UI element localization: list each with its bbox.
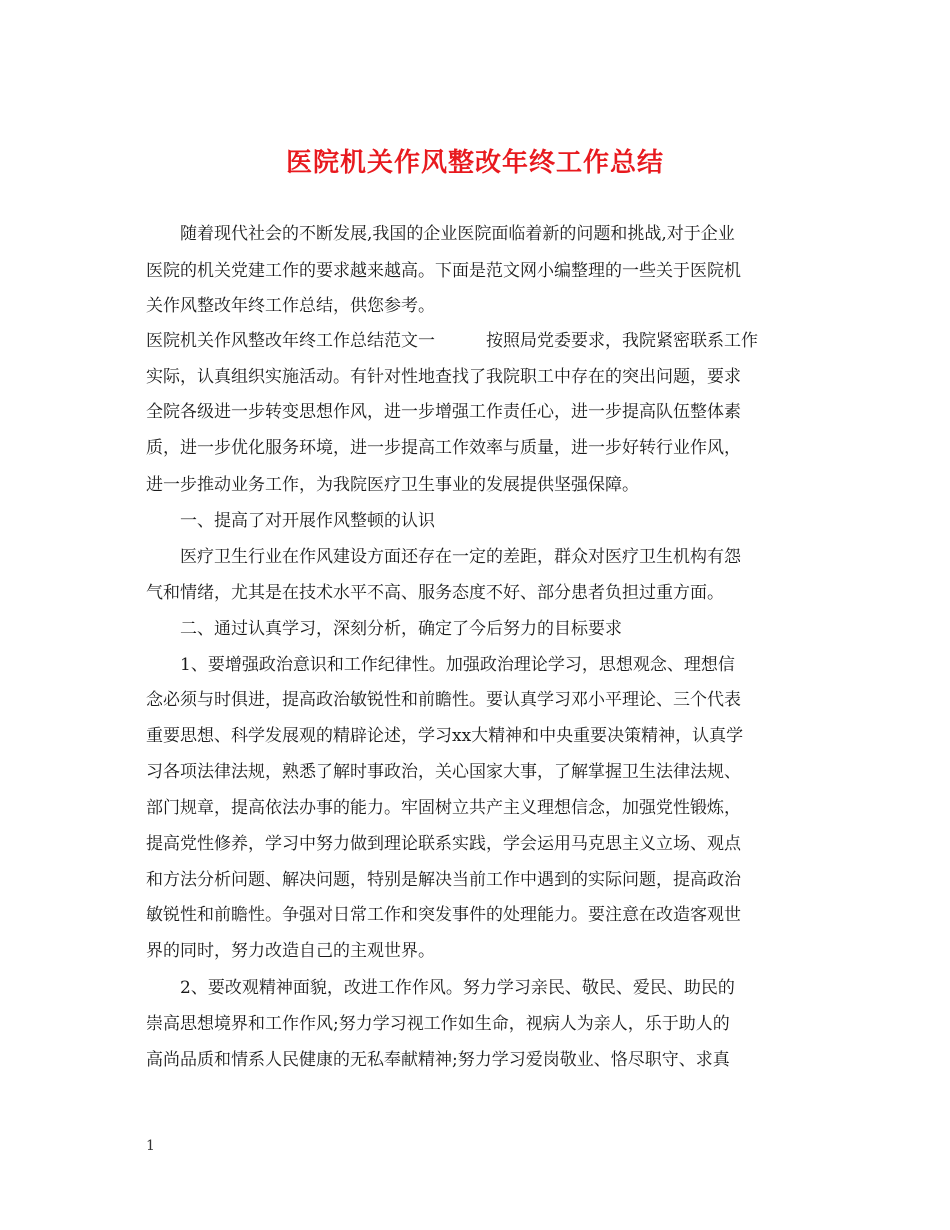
body-line: 质，进一步优化服务环境，进一步提高工作效率与质量，进一步好转行业作风， xyxy=(146,438,741,458)
body-line: 高尚品质和情系人民健康的无私奉献精神;努力学习爱岗敬业、恪尽职守、求真 xyxy=(146,1050,730,1070)
body-line: 医院的机关党建工作的要求越来越高。下面是范文网小编整理的一些关于医院机 xyxy=(146,261,741,281)
body-line: 念必须与时俱进，提高政治敏锐性和前瞻性。要认真学习邓小平理论、三个代表 xyxy=(146,690,741,710)
subheading-line: 二、通过认真学习，深刻分析，确定了今后努力的目标要求 xyxy=(146,619,622,639)
body-line: 2、要改观精神面貌，改进工作作风。努力学习亲民、敬民、爱民、助民的 xyxy=(146,978,735,998)
body-line: 医疗卫生行业在作风建设方面还存在一定的差距，群众对医疗卫生机构有怨 xyxy=(146,547,741,567)
section-heading-line: 医院机关作风整改年终工作总结范文一 按照局党委要求，我院紧密联系工作 xyxy=(146,331,758,351)
body-line: 气和情绪，尤其是在技术水平不高、服务态度不好、部分患者负担过重方面。 xyxy=(146,583,724,603)
body-line: 全院各级进一步转变思想作风，进一步增强工作责任心，进一步提高队伍整体素 xyxy=(146,402,741,422)
document-title: 医院机关作风整改年终工作总结 xyxy=(285,148,664,178)
body-line: 1、要增强政治意识和工作纪律性。加强政治理论学习，思想观念、理想信 xyxy=(146,655,735,675)
subheading-line: 一、提高了对开展作风整顿的认识 xyxy=(146,511,435,531)
body-line: 界的同时，努力改造自己的主观世界。 xyxy=(146,941,435,961)
body-line: 部门规章，提高依法办事的能力。牢固树立共产主义理想信念，加强党性锻炼， xyxy=(146,798,741,818)
body-line: 崇高思想境界和工作作风;努力学习视工作如生命，视病人为亲人，乐于助人的 xyxy=(146,1014,730,1034)
body-line: 实际，认真组织实施活动。有针对性地查找了我院职工中存在的突出问题，要求 xyxy=(146,367,741,387)
body-line: 和方法分析问题、解决问题，特别是解决当前工作中遇到的实际问题，提高政治 xyxy=(146,870,741,890)
body-line: 重要思想、科学发展观的精辟论述，学习xx大精神和中央重要决策精神，认真学 xyxy=(146,726,744,746)
body-line: 敏锐性和前瞻性。争强对日常工作和突发事件的处理能力。要注意在改造客观世 xyxy=(146,905,741,925)
body-line: 关作风整改年终工作总结，供您参考。 xyxy=(146,296,435,316)
body-line: 习各项法律法规，熟悉了解时事政治，关心国家大事，了解掌握卫生法律法规、 xyxy=(146,762,741,782)
page-number: 1 xyxy=(146,1138,155,1154)
body-line: 提高党性修养，学习中努力做到理论联系实践，学会运用马克思主义立场、观点 xyxy=(146,834,741,854)
body-line: 随着现代社会的不断发展,我国的企业医院面临着新的问题和挑战,对于企业 xyxy=(146,224,735,244)
body-line: 进一步推动业务工作，为我院医疗卫生事业的发展提供坚强保障。 xyxy=(146,475,639,495)
